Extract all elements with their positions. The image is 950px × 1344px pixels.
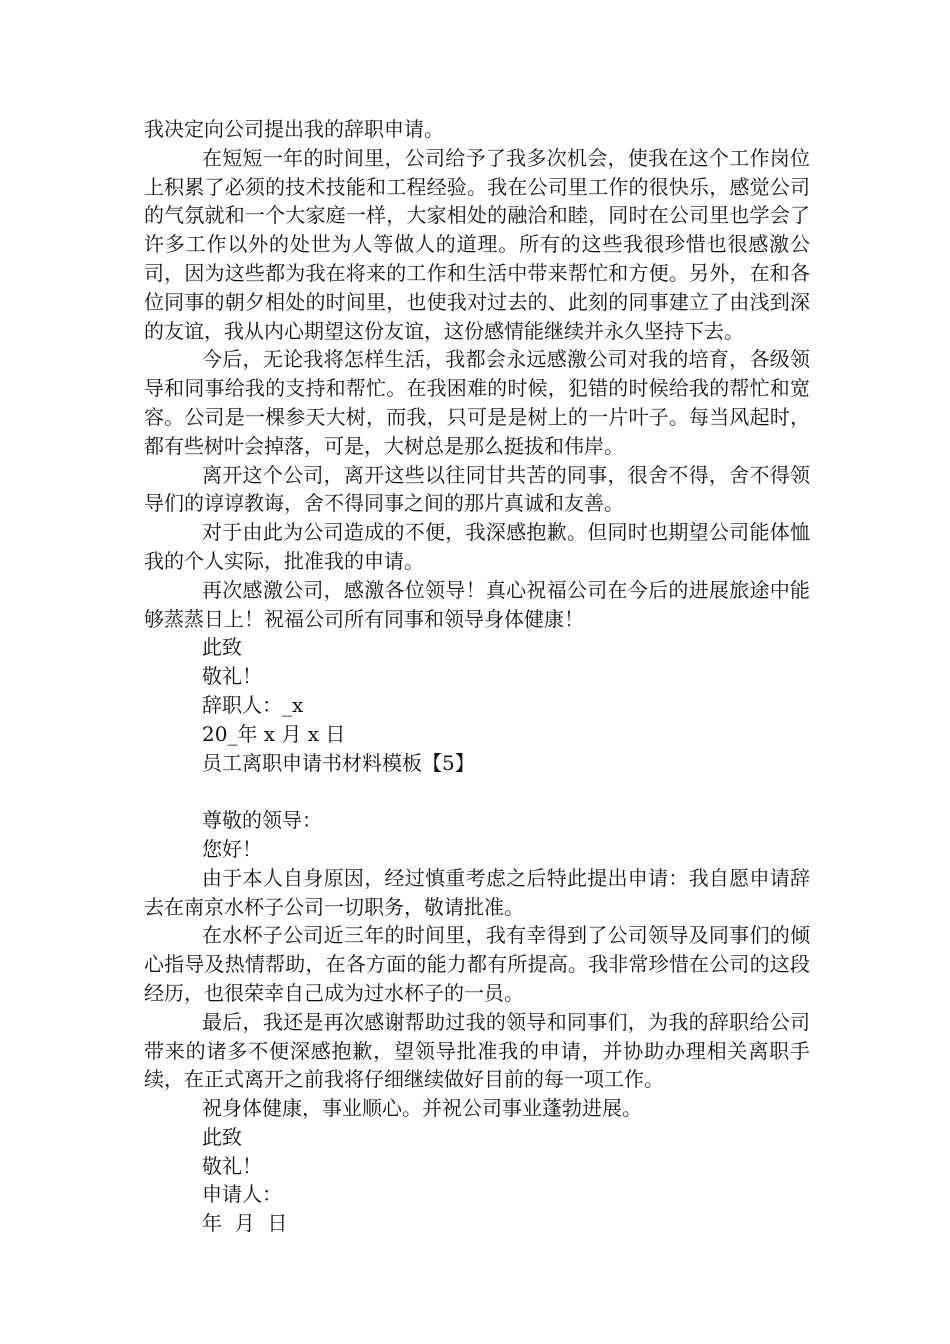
- letter2-greeting: 您好！: [202, 836, 262, 861]
- letter1-paragraph-3: 离开这个公司，离开这些以往同甘共苦的同事，很舍不得，舍不得领导们的谆谆教诲，舍不得同事之间的那片真诚和友善。: [144, 462, 810, 516]
- letter2-paragraph-4: 祝身体健康，事业顺心。并祝公司事业蓬勃进展。: [202, 1096, 642, 1121]
- letter1-paragraph-5: 再次感激公司，感激各位领导！真心祝福公司在今后的进展旅途中能够蒸蒸日上！祝福公司所有同事和领导身体健康！: [144, 577, 810, 631]
- letter2-date: 年 月 日: [202, 1211, 288, 1236]
- letter1-paragraph-1: 在短短一年的时间里，公司给予了我多次机会，使我在这个工作岗位上积累了必须的技术技能和工程经验。我在公司里工作的很快乐，感觉公司的气氛就和一个大家庭一样，大家相处的融洽和睦，同时在公司里也学会了许多工作以外的处世为人等做人的道理。所有的这些我很珍惜也很感激公司，因为这些都为我在将来的工作和生活中带来帮忙和方便。另外，在和各位同事的朝夕相处的时间里，也使我对过去的、此刻的同事建立了由浅到深的友谊，我从内心期望这份友谊，这份感情能继续并永久坚持下去。: [144, 145, 810, 343]
- letter2-paragraph-2: 在水杯子公司近三年的时间里，我有幸得到了公司领导及同事们的倾心指导及热情帮助，在各方面的能力都有所提高。我非常珍惜在公司的这段经历，也很荣幸自己成为过水杯子的一员。: [144, 923, 810, 1005]
- blank-line: [144, 777, 810, 806]
- letter1-closing-1: 此致: [202, 635, 242, 660]
- letter2-closing-2: 敬礼！: [202, 1153, 262, 1178]
- letter2-salutation: 尊敬的领导：: [202, 808, 322, 833]
- letter2-paragraph-3: 最后，我还是再次感谢帮助过我的领导和同事们，为我的辞职给公司带来的诸多不便深感抱歉，望领导批准我的申请，并协助办理相关离职手续，在正式离开之前我将仔细继续做好目前的每一项工作。: [144, 1009, 810, 1092]
- letter1-date: 20_年 x 月 x 日: [202, 721, 346, 746]
- letter1-closing-2: 敬礼！: [202, 664, 262, 689]
- letter2-paragraph-1: 由于本人自身原因，经过慎重考虑之后特此提出申请：我自愿申请辞去在南京水杯子公司一切职务，敬请批准。: [144, 865, 810, 919]
- letter1-paragraph-0: 我决定向公司提出我的辞职申请。: [144, 117, 444, 141]
- letter1-signer: 辞职人：_x: [202, 692, 304, 717]
- section-title: 员工离职申请书材料模板【5】: [202, 750, 475, 775]
- document-body: [144, 115, 810, 1238]
- letter1-paragraph-4: 对于由此为公司造成的不便，我深感抱歉。但同时也期望公司能体恤我的个人实际，批准我的申请。: [144, 520, 810, 573]
- letter2-closing-1: 此致: [202, 1124, 242, 1149]
- letter1-paragraph-2: 今后，无论我将怎样生活，我都会永远感激公司对我的培育，各级领导和同事给我的支持和帮忙。在我困难的时候，犯错的时候给我的帮忙和宽容。公司是一棵参天大树，而我，只可是是树上的一片叶子。每当风起时，都有些树叶会掉落，可是，大树总是那么挺拔和伟岸。: [144, 347, 810, 458]
- letter2-signer: 申请人：: [202, 1182, 282, 1207]
